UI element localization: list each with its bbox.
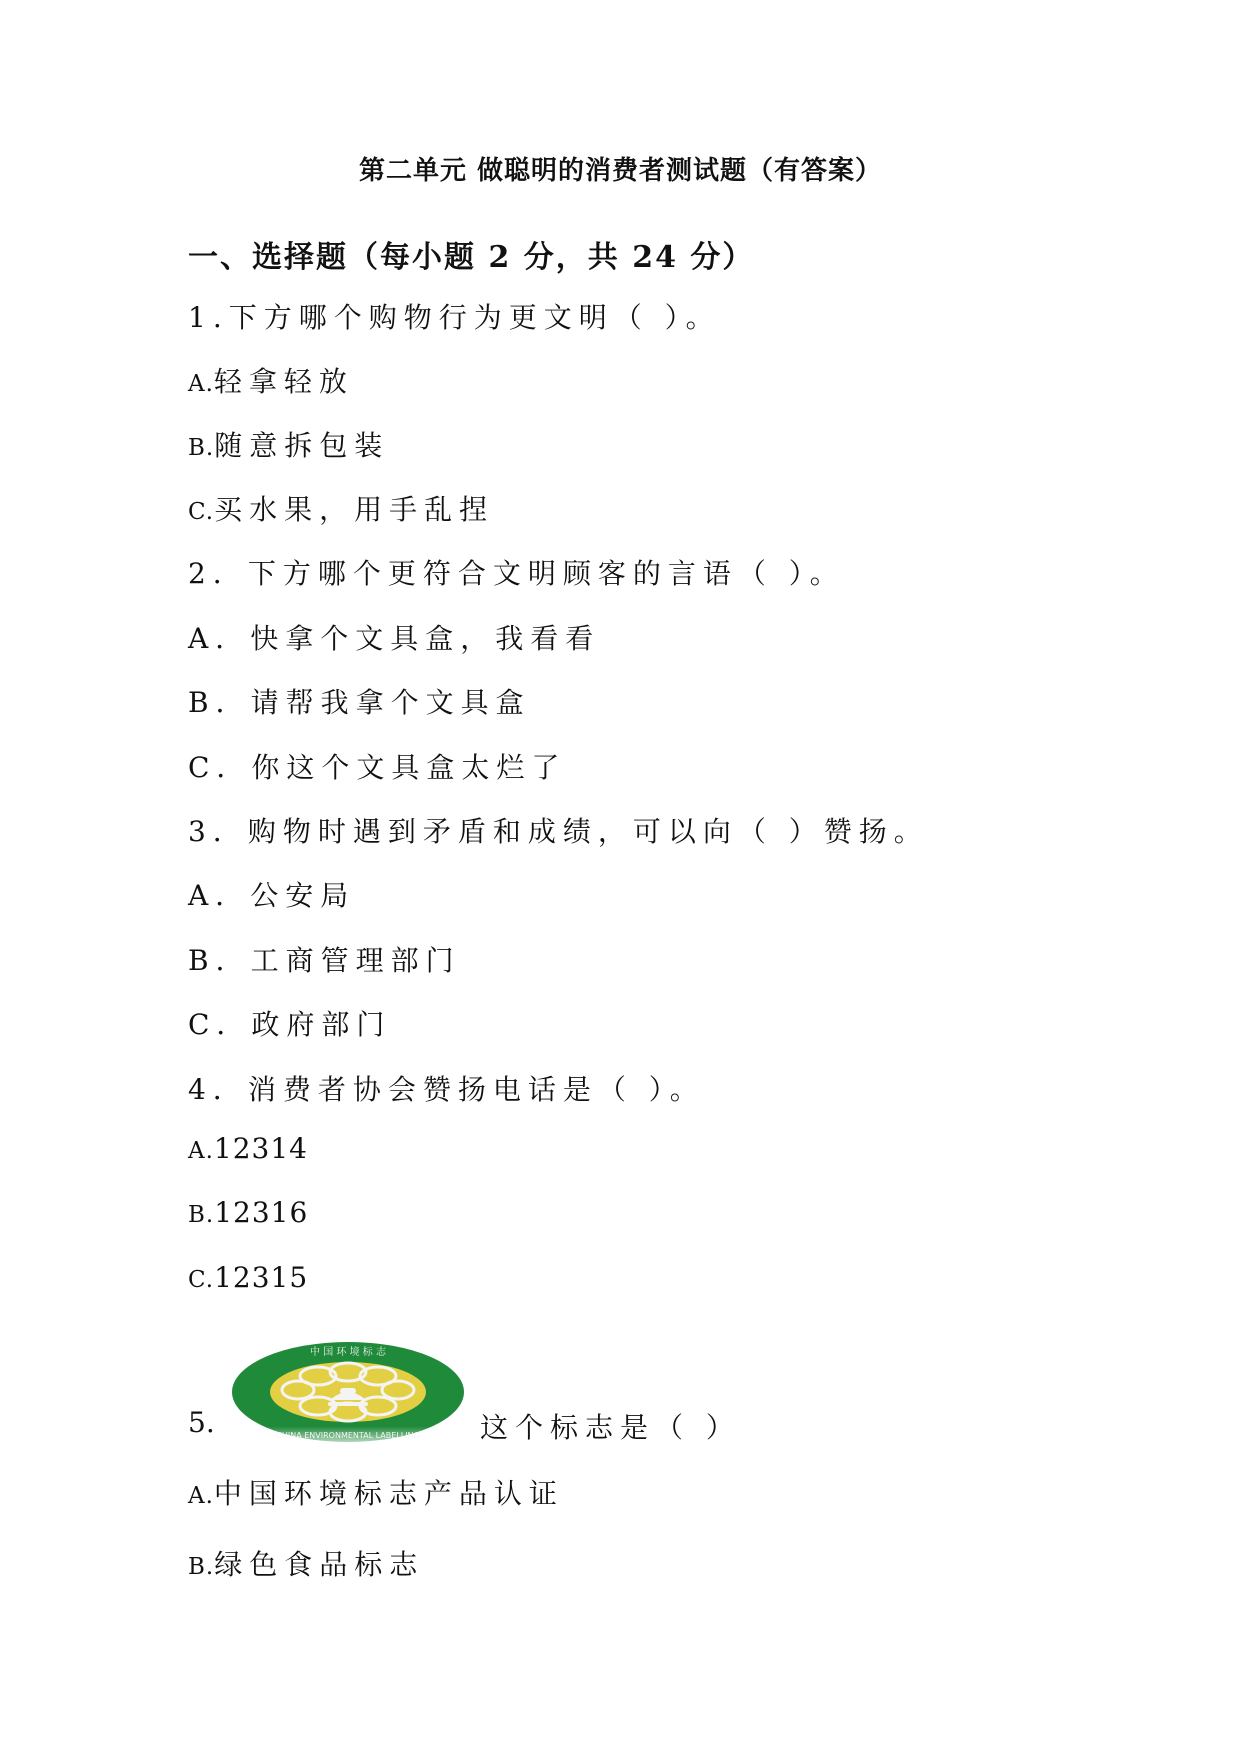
question-4: 4．消费者协会赞扬电话是（ ）。 xyxy=(188,1073,705,1106)
question-2: 2．下方哪个更符合文明顾客的言语（ ）。 xyxy=(188,557,845,590)
question-2-option-c: C．你这个文具盒太烂了 xyxy=(188,751,567,784)
question-1-option-a: A.轻拿轻放 xyxy=(188,365,354,398)
question-3-option-b: B．工商管理部门 xyxy=(188,944,461,977)
question-5-number: 5. xyxy=(188,1406,215,1439)
question-3-option-c: C．政府部门 xyxy=(188,1008,392,1041)
question-4-option-a: A.12314 xyxy=(188,1132,308,1165)
section-heading: 一、选择题（每小题 2 分，共 24 分） xyxy=(188,240,755,275)
environmental-label-logo-icon xyxy=(230,1340,466,1448)
question-1-option-c: C.买水果，用手乱捏 xyxy=(188,493,495,526)
question-5-option-b: B.绿色食品标志 xyxy=(188,1548,425,1581)
question-3-option-a: A．公安局 xyxy=(188,879,356,912)
question-1: 1.下方哪个购物行为更文明（ ）。 xyxy=(188,301,721,334)
question-5 xyxy=(188,1340,1088,1450)
page-title: 第二单元 做聪明的消费者测试题（有答案） xyxy=(358,156,883,186)
question-1-option-b: B.随意拆包装 xyxy=(188,429,390,462)
question-4-option-b: B.12316 xyxy=(188,1196,309,1229)
question-4-option-c: C.12315 xyxy=(188,1261,309,1294)
question-5-option-a: A.中国环境标志产品认证 xyxy=(188,1477,564,1510)
question-5-text: 这个标志是（ ） xyxy=(480,1411,741,1444)
question-3: 3．购物时遇到矛盾和成绩，可以向（ ）赞扬。 xyxy=(188,815,929,848)
question-2-option-a: A．快拿个文具盒，我看看 xyxy=(188,622,601,655)
question-2-option-b: B．请帮我拿个文具盒 xyxy=(188,686,531,719)
